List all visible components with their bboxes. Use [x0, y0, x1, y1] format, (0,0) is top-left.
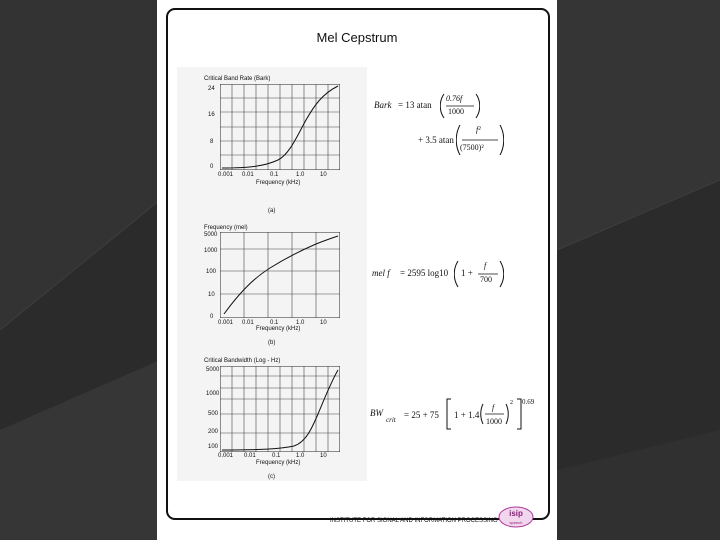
footer-text: INSTITUTE FOR SIGNAL AND INFORMATION PROCESSING: [330, 518, 498, 524]
chart-b-caption: (b): [268, 340, 276, 346]
chart-b-xtick: 1.0: [296, 320, 305, 326]
mel-eq-lhs: mel f: [372, 268, 390, 278]
chart-b-ytick: 100: [206, 269, 217, 275]
chart-c-xtick: 1.0: [296, 453, 305, 459]
isip-logo: [498, 506, 534, 528]
svg-text:speech: speech: [509, 520, 523, 525]
chart-a-ytick: 8: [210, 139, 214, 145]
chart-c-plot: [220, 366, 340, 452]
chart-a-xtick: 0.1: [270, 172, 279, 178]
bw-eq-rhs: = 25 + 75: [404, 410, 439, 420]
chart-b-xtick: 0.001: [218, 320, 234, 326]
bw-eq-square: 2: [510, 400, 513, 406]
bw-eq-exponent: 0.69: [522, 398, 535, 406]
slide-title: Mel Cepstrum: [316, 30, 398, 45]
chart-a-ytick: 16: [208, 112, 215, 118]
chart-b-xtick: 0.1: [270, 320, 279, 326]
chart-b-ytick: 10: [208, 292, 215, 298]
chart-a-ytick: 0: [210, 164, 214, 170]
chart-b-ytick: 1000: [204, 248, 218, 254]
chart-b-xlabel: Frequency (kHz): [256, 326, 301, 332]
bark-eq-lhs: Bark: [374, 100, 392, 110]
chart-c-ytick: 200: [208, 429, 219, 435]
chart-c-ytick: 500: [208, 411, 219, 417]
bark-eq-frac1-num: 0.76f: [446, 94, 463, 103]
chart-b-title: Frequency (mel): [204, 225, 248, 231]
svg-text:isip: isip: [509, 509, 523, 518]
chart-b-xtick: 10: [320, 320, 327, 326]
bark-eq-frac2-num: f²: [476, 125, 481, 134]
chart-c-caption: (c): [268, 474, 275, 480]
bw-eq-inner: 1 + 1.4: [454, 410, 480, 420]
chart-a-xlabel: Frequency (kHz): [256, 180, 301, 186]
chart-a-xtick: 0.01: [242, 172, 254, 178]
mel-eq-num: f: [484, 261, 487, 270]
bark-eq-term2: + 3.5 atan: [418, 135, 454, 145]
chart-c-xtick: 0.001: [218, 453, 234, 459]
chart-c-xlabel: Frequency (kHz): [256, 460, 301, 466]
mel-eq-den: 700: [480, 275, 492, 284]
chart-c-ytick: 1000: [206, 391, 220, 397]
chart-b-ytick: 0: [210, 314, 214, 320]
chart-a-xtick: 1.0: [296, 172, 305, 178]
chart-a-caption: (a): [268, 208, 276, 214]
mel-eq-rhs: = 2595 log10: [400, 268, 449, 278]
chart-a-title: Critical Band Rate (Bark): [204, 76, 271, 82]
bw-eq-lhs: BW: [370, 408, 383, 418]
bw-eq-den: 1000: [486, 417, 502, 426]
bw-eq-sub: crit: [386, 416, 396, 424]
chart-c-title: Critical Bandwidth (Log - Hz): [204, 358, 281, 364]
chart-a-ytick: 24: [208, 86, 215, 92]
chart-a-plot: [220, 84, 340, 170]
chart-c-ytick: 100: [208, 444, 219, 450]
mel-eq-inner: 1 +: [461, 268, 473, 278]
chart-b-plot: [220, 232, 340, 318]
bark-eq-frac1-den: 1000: [448, 107, 464, 116]
chart-c-xtick: 10: [320, 453, 327, 459]
bw-eq-num: f: [492, 403, 495, 412]
chart-c-xtick: 0.01: [244, 453, 256, 459]
chart-c-xtick: 0.1: [272, 453, 281, 459]
bark-eq-term1: = 13 atan: [398, 100, 432, 110]
chart-b-ytick: 5000: [204, 232, 218, 238]
chart-a-xtick: 0.001: [218, 172, 234, 178]
chart-a-xtick: 10: [320, 172, 327, 178]
bark-eq-frac2-den: (7500)²: [460, 143, 484, 152]
chart-c-ytick: 5000: [206, 367, 220, 373]
chart-b-xtick: 0.01: [242, 320, 254, 326]
